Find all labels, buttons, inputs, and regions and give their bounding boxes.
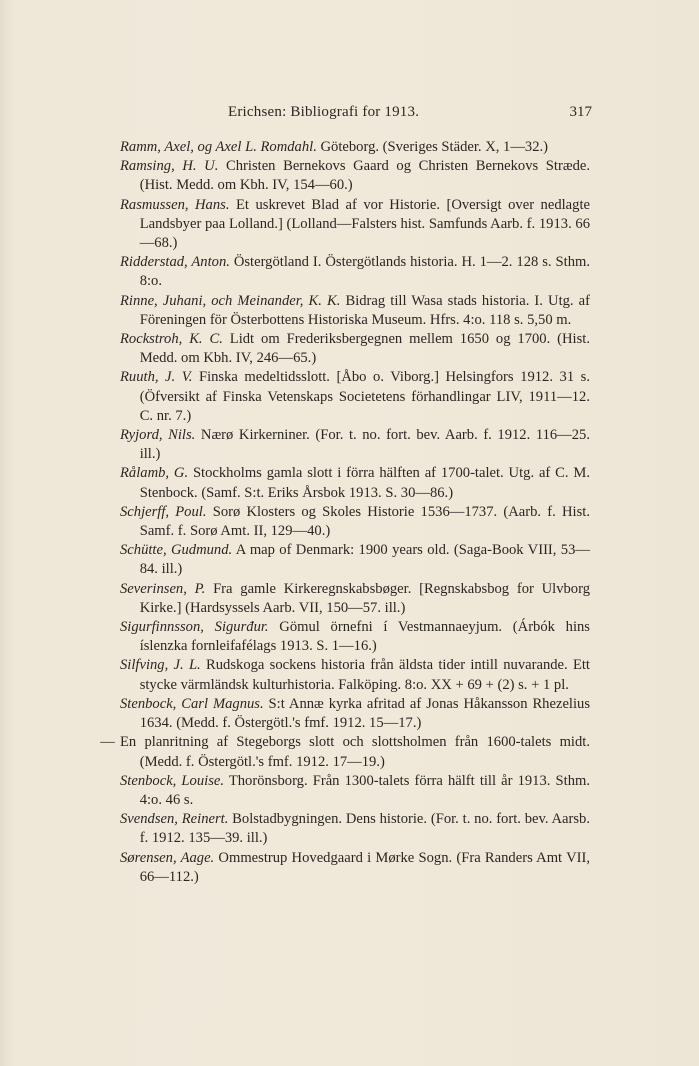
bibliography-entry	[120, 618, 590, 656]
entry-author: Schjerff, Poul.	[120, 503, 207, 520]
entry-text: Nærø Kirkerniner. (For. t. no. fort. bev. Aarb. f. 1912. 116—25. ill.)	[139, 427, 591, 463]
entry-author: Svendsen, Reinert.	[120, 811, 229, 828]
bibliography-entry	[120, 464, 590, 502]
entry-author: Silfving, J. L.	[120, 657, 201, 674]
bibliography-entries	[100, 138, 591, 887]
entry-text: Gömul örnefni í Vestmannaeyjum. (Árbók hins íslenzka fornleifafélags 1913. S. 1—16.)	[139, 619, 590, 655]
bibliography-entry	[120, 541, 590, 579]
entry-text: Fra gamle Kirkeregnskabsbøger. [Regnskabsbog for Ulvborg Kirke.] (Hardsyssels Aarb. VII, 150—57. ill.)	[139, 580, 590, 616]
entry-author: Ramsing, H. U.	[120, 158, 219, 175]
bibliography-entry	[120, 330, 590, 368]
entry-text: Rudskoga sockens historia från äldsta tider intill nuvarande. Ett stycke värmländsk kulturhistoria. Falköping. 8:o. XX + 69 + (2) s. + 1 pl.	[139, 657, 590, 693]
bibliography-entry	[120, 656, 590, 694]
entry-author: Schütte, Gudmund.	[120, 542, 233, 559]
entry-text: Christen Bernekovs Gaard og Christen Bernekovs Stræde. (Hist. Medd. om Kbh. IV, 154—60.)	[139, 158, 590, 194]
entry-text: S:t Annæ kyrka afritad af Jonas Håkansson Rhezelius 1634. (Medd. f. Östergötl.'s fmf. 1912. 15—17.)	[139, 695, 591, 732]
entry-text: Finska medeltidsslott. [Åbo o. Viborg.] Helsingfors 1912. 31 s. (Öfversikt af Finska Vetenskaps Societetens förhandlingar LIV, 1911—12. C. nr. 7.)	[139, 369, 590, 424]
bibliography-entry	[120, 368, 590, 426]
entry-author: Sigurfinnsson, Sigurđur.	[120, 619, 269, 636]
entry-author: Ryjord, Nils.	[120, 427, 196, 444]
entry-author: Severinsen, P.	[120, 580, 206, 597]
entry-author: Stenbock, Carl Magnus.	[120, 695, 264, 712]
entry-text: Bolstadbygningen. Dens historie. (For. t. no. fort. bev. Aarsb. f. 1912. 135—39. ill.)	[139, 811, 590, 847]
bibliography-entry	[120, 810, 590, 848]
entry-author: Rockstroh, K. C.	[120, 331, 223, 348]
entry-author: Rasmussen, Hans.	[120, 196, 230, 213]
entry-text: Ommestrup Hovedgaard i Mørke Sogn. (Fra Randers Amt VII, 66—112.)	[139, 849, 590, 885]
entry-text: Bidrag till Wasa stads historia. I. Utg. af Föreningen för Österbottens Historiska Museum. Hfrs. 4:o. 118 s. 5,50 m.	[139, 292, 590, 328]
bibliography-entry	[120, 695, 590, 733]
bibliography-entry	[120, 292, 590, 330]
page-number: 317	[569, 104, 592, 120]
entry-text: Göteborg. (Sveriges Städer. X, 1—32.)	[316, 139, 549, 155]
entry-author: Ridderstad, Anton.	[120, 254, 230, 271]
entry-text: Et uskrevet Blad af vor Historie. [Oversigt over nedlagte Landsbyer paa Lolland.] (Lolland—Falsters hist. Samfunds Aarb. f. 1913. 66—68.)	[139, 196, 590, 252]
bibliography-entry	[120, 196, 590, 254]
running-title: Erichsen: Bibliografi for 1913.	[228, 104, 420, 120]
entry-text: En planritning af Stegeborgs slott och slottsholmen från 1600-talets midt. (Medd. f. Östergötl.'s fmf. 1912. 17—19.)	[120, 734, 590, 770]
entry-text: Sorø Klosters og Skoles Historie 1536—1737. (Aarb. f. Hist. Samf. f. Sorø Amt. II, 129—40.)	[139, 503, 590, 540]
entry-author: Rinne, Juhani, och Meinander, K. K.	[120, 292, 341, 309]
entry-author: Ramm, Axel, og Axel L. Romdahl.	[120, 139, 317, 155]
entry-text: Lidt om Frederiksbergegnen mellem 1650 og 1700. (Hist. Medd. om Kbh. IV, 246—65.)	[139, 331, 590, 367]
page-header	[118, 104, 592, 126]
entry-author: Rålamb, G.	[120, 465, 189, 482]
entry-author: Sørensen, Aage.	[120, 849, 215, 866]
bibliography-entry: —En planritning af Stegeborgs slott och slottsholmen från 1600-talets midt. (Medd. f. Östergötl.'s fmf. 1912. 17—19.)	[100, 734, 590, 770]
entry-text: Östergötland I. Östergötlands historia. H. 1—2. 128 s. Sthm. 8:o.	[139, 254, 590, 290]
entry-text: Stockholms gamla slott i förra hälften af 1700-talet. Utg. af C. M. Stenbock. (Samf. S:t. Eriks Årsbok 1913. S. 30—86.)	[139, 465, 590, 501]
bibliography-entry	[120, 253, 590, 291]
bibliography-entry	[120, 503, 590, 541]
entry-author: Stenbock, Louise.	[120, 772, 224, 789]
bibliography-entry	[120, 138, 590, 157]
bibliography-entry	[120, 157, 590, 195]
bibliography-entry	[120, 426, 590, 464]
bibliography-entry	[120, 772, 590, 810]
entry-text: A map of Denmark: 1900 years old. (Saga-Book VIII, 53—84. ill.)	[139, 542, 590, 578]
entry-author: Ruuth, J. V.	[120, 369, 193, 386]
bibliography-entry	[120, 849, 590, 887]
entry-text: Thorönsborg. Från 1300-talets förra hälft till år 1913. Sthm. 4:o. 46 s.	[139, 772, 590, 808]
bibliography-entry	[120, 580, 590, 618]
